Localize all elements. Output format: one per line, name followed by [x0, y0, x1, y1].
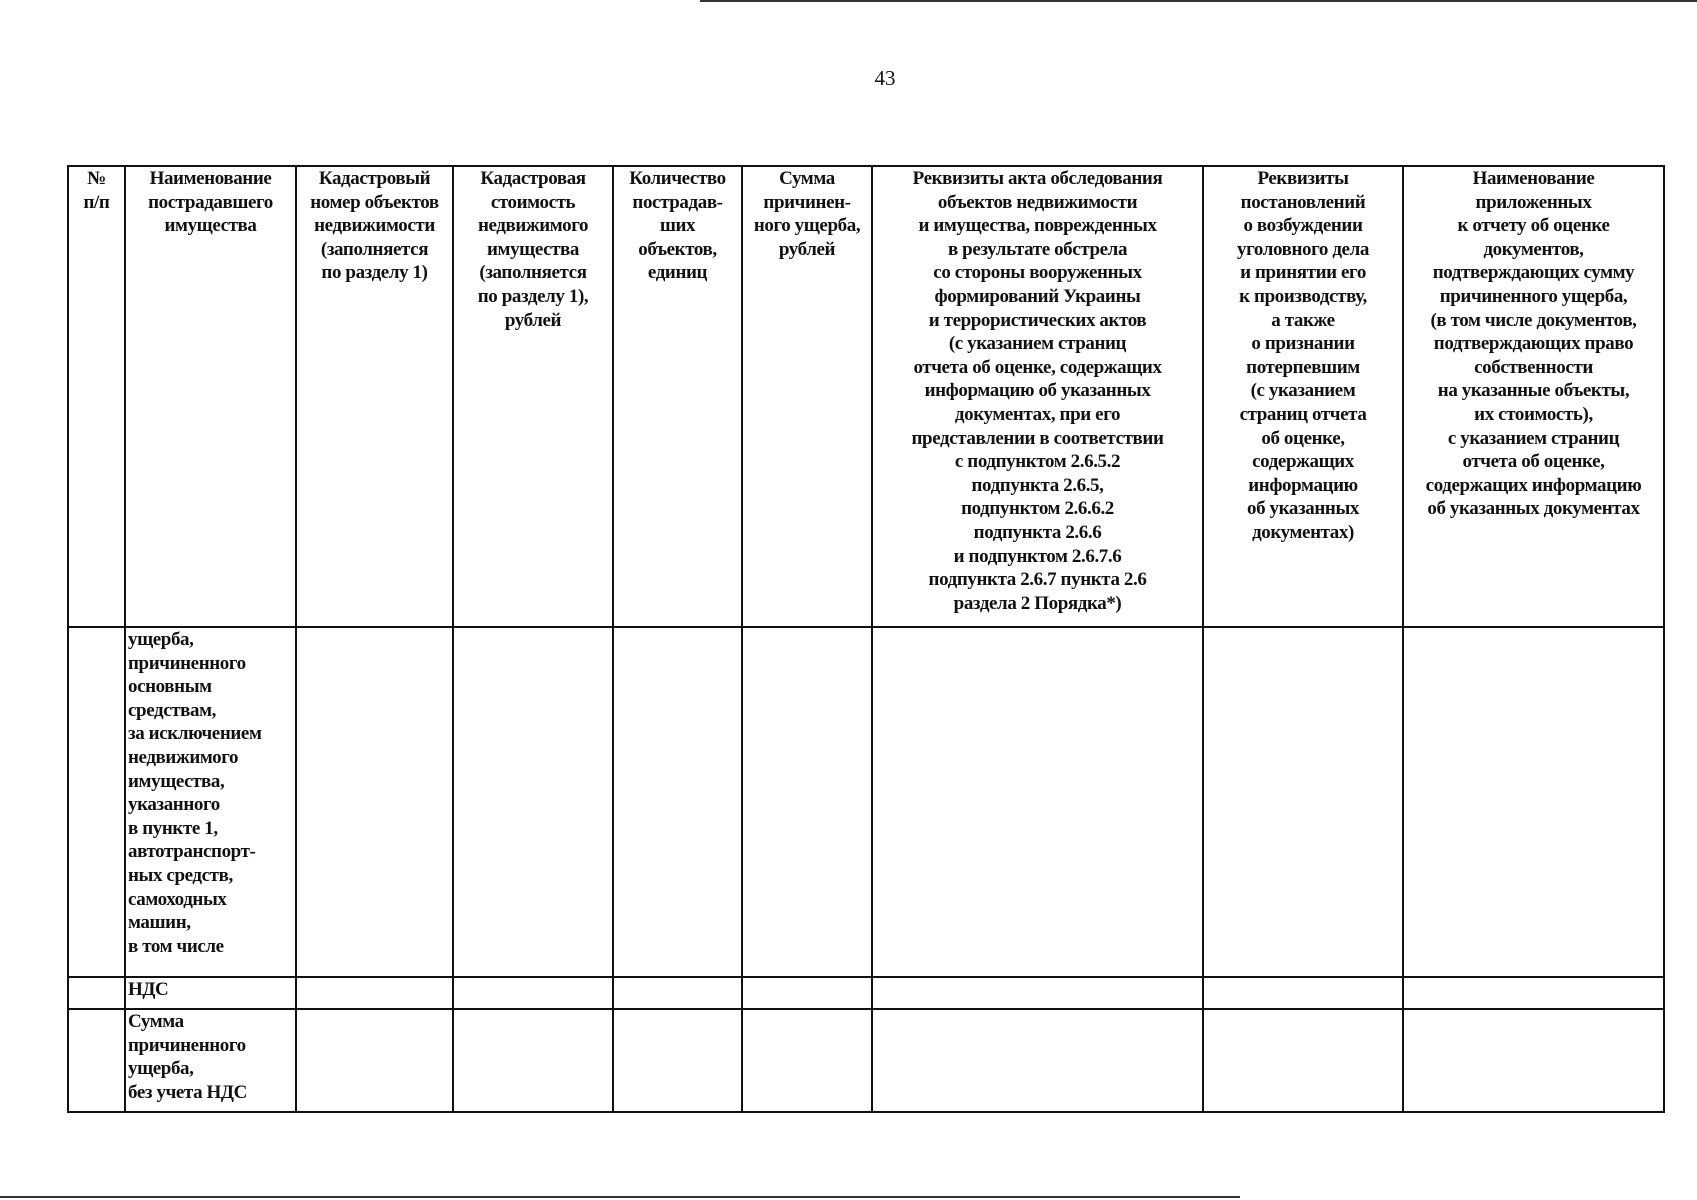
- table-cell: [1203, 977, 1403, 1009]
- table-cell: [742, 977, 872, 1009]
- table-cell: [613, 1009, 742, 1112]
- table-cell: [613, 977, 742, 1009]
- table-header-row: [68, 166, 1664, 627]
- table-cell: [1403, 977, 1664, 1009]
- row-label-fixed-assets: ущерба, причиненного основным средствам, за исключением недвижимого имущества, указанного в пункте 1, автотранспорт- ных средств, самоходных машин, в том числе: [125, 627, 296, 977]
- header-property-name: Наименование пострадавшего имущества: [125, 166, 296, 627]
- table-cell: [1403, 1009, 1664, 1112]
- table-cell: [68, 977, 125, 1009]
- table-cell: [872, 1009, 1203, 1112]
- header-criminal-case: Реквизиты постановлений о возбуждении уголовного дела и принятии его к производству, а также о признании потерпевшим (с указанием страниц отчета об оценке, содержащих информацию об указанных документах): [1203, 166, 1403, 627]
- header-damaged-count: Количество пострадав- ших объектов, единиц: [613, 166, 742, 627]
- table-row: [68, 627, 1664, 977]
- table-cell: [453, 627, 613, 977]
- table-row: [68, 1009, 1664, 1112]
- header-damage-sum: Сумма причинен- ного ущерба, рублей: [742, 166, 872, 627]
- damage-report-table: [67, 165, 1665, 1113]
- table-cell: [296, 627, 453, 977]
- table-cell: [296, 977, 453, 1009]
- table-cell: [68, 627, 125, 977]
- table-row: [68, 977, 1664, 1009]
- table-cell: [742, 627, 872, 977]
- table-cell: [613, 627, 742, 977]
- table-cell: [1203, 1009, 1403, 1112]
- table-cell: [872, 977, 1203, 1009]
- table-cell: [453, 1009, 613, 1112]
- header-cadastral-number: Кадастровый номер объектов недвижимости (заполняется по разделу 1): [296, 166, 453, 627]
- table-cell: [742, 1009, 872, 1112]
- header-attached-documents: Наименование приложенных к отчету об оценке документов, подтверждающих сумму причиненного ущерба, (в том числе документов, подтверждающих право собственности на указанные объекты, их стоимость), с указанием страниц отчета об оценке, содержащих информацию об указанных документах: [1403, 166, 1664, 627]
- page-number: 43: [874, 66, 896, 90]
- table-cell: [68, 1009, 125, 1112]
- table-cell: [453, 977, 613, 1009]
- table-cell: [872, 627, 1203, 977]
- header-inspection-act: Реквизиты акта обследования объектов недвижимости и имущества, поврежденных в результате обстрела со стороны вооруженных формирований Украины и террористических актов (с указанием страниц отчета об оценке, содержащих информацию об указанных документах, при его представлении в соответствии с подпунктом 2.6.5.2 подпункта 2.6.5, подпунктом 2.6.6.2 подпункта 2.6.6 и подпунктом 2.6.7.6 подпункта 2.6.7 пункта 2.6 раздела 2 Порядка*): [872, 166, 1203, 627]
- row-label-sum-without-vat: Сумма причиненного ущерба, без учета НДС: [125, 1009, 296, 1112]
- row-label-vat: НДС: [125, 977, 296, 1009]
- scan-edge-bottom: [0, 1196, 1240, 1198]
- header-cadastral-value: Кадастровая стоимость недвижимого имущества (заполняется по разделу 1), рублей: [453, 166, 613, 627]
- scan-edge-top: [700, 0, 1697, 2]
- table-cell: [296, 1009, 453, 1112]
- table-cell: [1403, 627, 1664, 977]
- table-cell: [1203, 627, 1403, 977]
- header-number: № п/п: [68, 166, 125, 627]
